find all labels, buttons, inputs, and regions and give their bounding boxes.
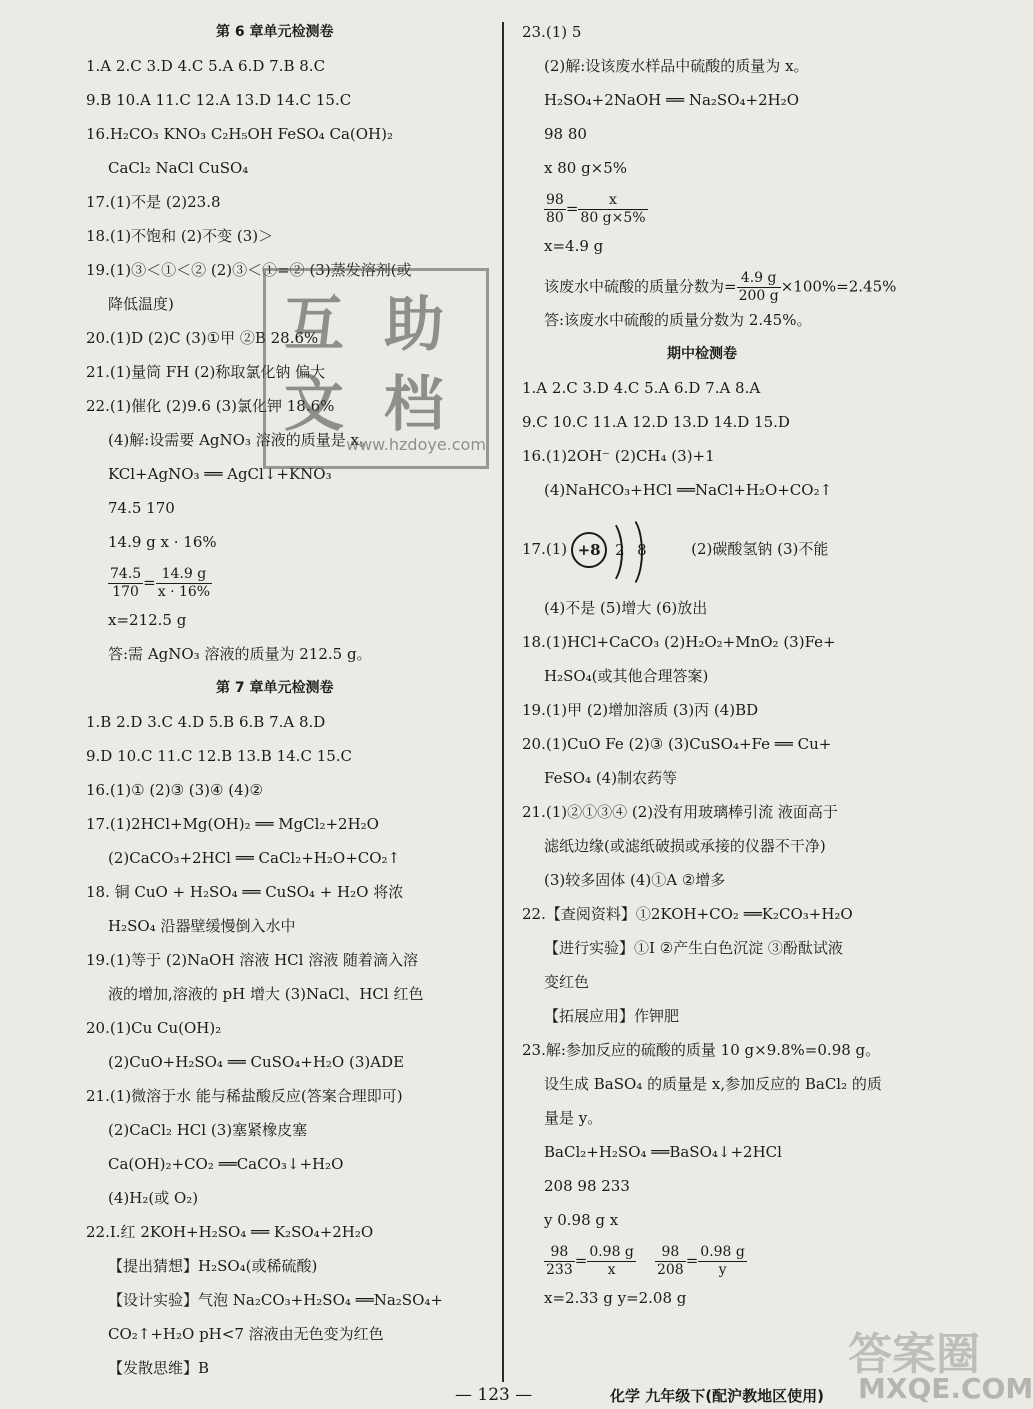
answer-line: x=4.9 g [544,237,604,255]
answer-line: 22.(1)催化 (2)9.6 (3)氯化钾 18.6% [86,397,335,415]
answer-line: 19.(1)③＜①＜② (2)③＜①=② (3)蒸发溶剂(或 [86,261,412,279]
denominator: x [607,1262,616,1278]
numerator: 0.98 g [589,1244,634,1260]
answer-line: 【设计实验】气泡 Na₂CO₃+H₂SO₄ ══Na₂SO₄+ [108,1291,443,1309]
answer-line: 74.5 170 [108,499,175,517]
answer-line: 16.(1)2OH⁻ (2)CH₄ (3)+1 [522,447,715,465]
answer-line: 该废水中硫酸的质量分数为= $\frac{4.9 g}{200 g}$ ×100%=2.45% [544,270,897,304]
answer-line: 【拓展应用】作钾肥 [544,1007,680,1025]
answer-line: 20.(1)D (2)C (3)①甲 ②B 28.6% [86,329,319,347]
stamp-url: www.hzdoye.com [346,435,486,454]
answer-line: 16.H₂CO₃ KNO₃ C₂H₅OH FeSO₄ Ca(OH)₂ [86,125,393,143]
answer-line: 9.C 10.C 11.A 12.D 13.D 14.D 15.D [522,413,790,431]
electron-count: 2 [615,541,625,559]
answer-line: 答:需 AgNO₃ 溶液的质量为 212.5 g。 [108,645,372,663]
answer-line: (2)CuO+H₂SO₄ ══ CuSO₄+H₂O (3)ADE [108,1053,405,1071]
answer-line: 17.(1)2HCl+Mg(OH)₂ ══ MgCl₂+2H₂O [86,815,379,833]
column-divider [502,22,504,1382]
numerator: x [578,192,647,210]
answer-line: (4)NaHCO₃+HCl ══NaCl+H₂O+CO₂↑ [544,481,833,499]
stamp-watermark [263,268,489,469]
electron-count: 8 [637,541,647,559]
answer-line: 设生成 BaSO₄ 的质量是 x,参加反应的 BaCl₂ 的质 [544,1075,882,1093]
numerator: 4.9 g [737,270,781,288]
numerator: 98 [546,192,564,208]
stamp-char: 助 [384,290,444,360]
fraction [108,566,143,601]
denominator: 80 g×5% [580,210,646,226]
book-footer: 化学 九年级下(配沪教地区使用) [610,1387,824,1405]
watermark-logo: 答案圈 [848,1329,980,1380]
numerator: 98 [544,1244,575,1262]
denominator: 170 [112,584,139,600]
denominator: 208 [656,1262,684,1278]
answer-line: 21.(1)微溶于水 能与稀盐酸反应(答案合理即可) [86,1087,403,1105]
answer-line: 变红色 [544,973,590,991]
denominator: 80 [546,210,564,226]
fraction [578,192,647,227]
fraction [737,270,781,305]
answer-line: 23.(1) 5 [522,23,582,41]
answer-line: (3)较多固体 (4)①A ②增多 [544,871,726,889]
answer-line: 液的增加,溶液的 pH 增大 (3)NaCl、HCl 红色 [108,985,424,1003]
answer-line: 【发散思维】B [108,1359,210,1377]
answer-line: 17.(1) +8 2 8 (2)碳酸氢钠 (3)不能 [522,532,828,568]
answer-line: 23.解:参加反应的硫酸的质量 10 g×9.8%=0.98 g。 [522,1041,881,1059]
answer-line: 答:该废水中硫酸的质量分数为 2.45%。 [544,311,812,329]
answer-line: 1.B 2.D 3.C 4.D 5.B 6.B 7.A 8.D [86,713,326,731]
denominator: 233 [546,1262,573,1278]
fraction [544,192,566,227]
atom-structure-diagram [571,532,691,568]
numerator: 98 [655,1244,686,1262]
answer-line: 22.【查阅资料】①2KOH+CO₂ ══K₂CO₃+H₂O [522,905,853,923]
section-title: 第 6 章单元检测卷 [216,24,334,40]
answer-line: 9.D 10.C 11.C 12.B 13.B 14.C 15.C [86,747,353,765]
answer-line: 17.(1)不是 (2)23.8 [86,193,221,211]
answer-line: 22.Ⅰ.红 2KOH+H₂SO₄ ══ K₂SO₄+2H₂O [86,1223,374,1241]
fraction [544,1244,575,1279]
nucleus-circle: +8 [571,532,607,568]
answer-line: Ca(OH)₂+CO₂ ══CaCO₃↓+H₂O [108,1155,344,1173]
answer-line: CaCl₂ NaCl CuSO₄ [108,159,249,177]
fraction [698,1244,747,1279]
answer-line: x 80 g×5% [544,159,628,177]
answer-line: 19.(1)等于 (2)NaOH 溶液 HCl 溶液 随着滴入溶 [86,951,418,969]
answer-line: x=2.33 g y=2.08 g [544,1289,687,1307]
answer-line: 21.(1)量筒 FH (2)称取氯化钠 偏大 [86,363,326,381]
answer-line: 98 80 [544,125,587,143]
answer-line: (4)H₂(或 O₂) [108,1189,199,1207]
section-title: 第 7 章单元检测卷 [216,680,334,696]
numerator: 14.9 g [156,566,212,584]
answer-line: 20.(1)CuO Fe (2)③ (3)CuSO₄+Fe ══ Cu+ [522,735,832,753]
answer-line: 降低温度) [108,295,174,313]
section-title: 期中检测卷 [667,346,737,362]
answer-line: (2)解:设该废水样品中硫酸的质量为 x。 [544,57,809,75]
fraction [587,1244,636,1279]
answer-line: 【进行实验】①Ⅰ ②产生白色沉淀 ③酚酞试液 [544,939,843,957]
answer-line: 量是 y。 [544,1109,603,1127]
answer-line: 16.(1)① (2)③ (3)④ (4)② [86,781,263,799]
answer-line: H₂SO₄ 沿器壁缓慢倒入水中 [108,917,296,935]
answer-line: (4)解:设需要 AgNO₃ 溶液的质量是 x。 [108,431,374,449]
answer-line: 1.A 2.C 3.D 4.C 5.A 6.D 7.B 8.C [86,57,326,75]
stamp-char: 档 [384,370,444,440]
stamp-char: 互 [284,290,344,360]
answer-line: (2)CaCO₃+2HCl ══ CaCl₂+H₂O+CO₂↑ [108,849,401,867]
answer-line: (4)不是 (5)增大 (6)放出 [544,599,708,617]
stamp-char: 文 [284,370,344,440]
denominator: 200 g [738,288,779,304]
answer-line: 18.(1)HCl+CaCO₃ (2)H₂O₂+MnO₂ (3)Fe+ [522,633,836,651]
answer-line: $\frac{98}{233}$ = $\frac{0.98 g}{x}$ $\frac{98}{208}$ = $\frac{0.98 g}{y}$ [546,1244,745,1278]
answer-line: x=212.5 g [108,611,187,629]
answer-text: (2)碳酸氢钠 (3)不能 [691,540,829,558]
answer-line: 18.(1)不饱和 (2)不变 (3)＞ [86,227,274,245]
answer-line: H₂SO₄+2NaOH ══ Na₂SO₄+2H₂O [544,91,800,109]
answer-line: H₂SO₄(或其他合理答案) [544,667,709,685]
answer-line: 18. 铜 CuO + H₂SO₄ ══ CuSO₄ + H₂O 将浓 [86,883,404,901]
page-number: — 123 — [455,1385,533,1405]
answer-line: 【提出猜想】H₂SO₄(或稀硫酸) [108,1257,318,1275]
answer-line: y 0.98 g x [544,1211,619,1229]
answer-line: KCl+AgNO₃ ══ AgCl↓+KNO₃ [108,465,332,483]
watermark-url: MXQE.COM [858,1372,1033,1405]
numerator: 74.5 [110,566,142,582]
answer-line: FeSO₄ (4)制农药等 [544,769,678,787]
fraction [156,566,212,601]
answer-line: 19.(1)甲 (2)增加溶质 (3)丙 (4)BD [522,701,759,719]
denominator: y [718,1262,727,1278]
answer-line: 1.A 2.C 3.D 4.C 5.A 6.D 7.A 8.A [522,379,761,397]
answer-line: 208 98 233 [544,1177,630,1195]
denominator: x · 16% [157,584,211,600]
numerator: 0.98 g [700,1244,745,1260]
answer-line: 21.(1)②①③④ (2)没有用玻璃棒引流 液面高于 [522,803,838,821]
answer-line: 20.(1)Cu Cu(OH)₂ [86,1019,222,1037]
answer-line: $\frac{74.5}{170}$ = $\frac{14.9 g}{x \cdot 16\%}$ [110,566,211,600]
answer-line: BaCl₂+H₂SO₄ ══BaSO₄↓+2HCl [544,1143,782,1161]
answer-line: (2)CaCl₂ HCl (3)塞紧橡皮塞 [108,1121,308,1139]
answer-line: $\frac{98}{80}$ = $\frac{x}{80 g\times 5\%}$ [546,192,646,226]
fraction [655,1244,686,1279]
answer-line: 滤纸边缘(或滤纸破损或承接的仪器不干净) [544,837,826,855]
answer-line: 14.9 g x · 16% [108,533,217,551]
answer-line: CO₂↑+H₂O pH<7 溶液由无色变为红色 [108,1325,384,1343]
answer-line: 9.B 10.A 11.C 12.A 13.D 14.C 15.C [86,91,352,109]
